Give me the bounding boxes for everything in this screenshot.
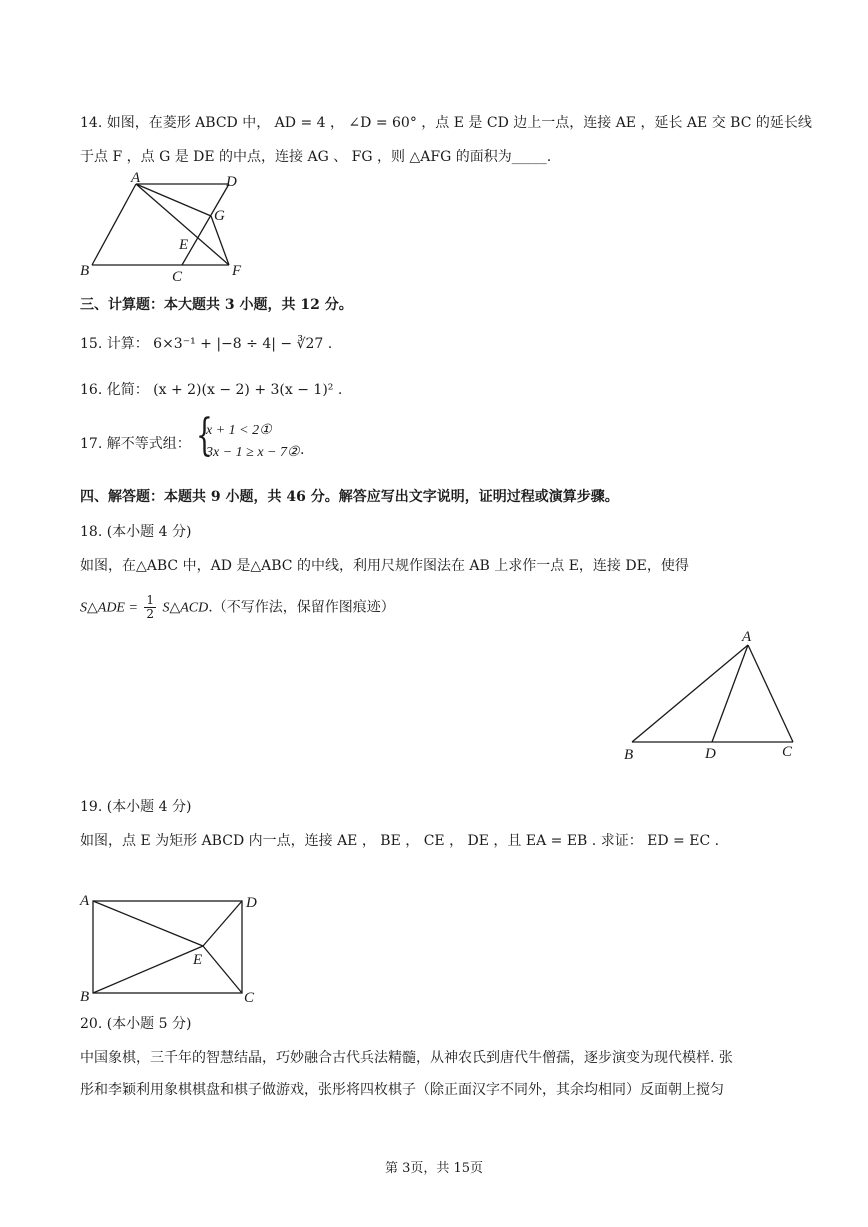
q14-label-d: D [226, 174, 237, 190]
section-4-heading: 四、解答题：本题共 9 小题，共 46 分。解答应写出文字说明，证明过程或演算步骤。 [80, 489, 619, 505]
q19-label-a: A [80, 893, 90, 909]
q17-brace: { [196, 410, 213, 461]
q17-row-1: x + 1 < 2① [206, 423, 272, 438]
section-3-heading: 三、计算题：本大题共 3 小题，共 12 分。 [80, 297, 353, 313]
q15: 15. 计算： 6×3⁻¹ + |−8 ÷ 4| − ∛27 . [80, 336, 333, 352]
q18-area-lhs: S△ADE = [80, 600, 138, 616]
q18-label-c: C [782, 744, 793, 760]
q18-area-rhs: S△ACD [162, 600, 209, 616]
q17-prefix: 17. 解不等式组： [80, 436, 191, 452]
q18-fraction [144, 594, 156, 621]
q18-label-a: A [742, 629, 752, 645]
q14-line-1: 14. 如图，在菱形 ABCD 中， AD = 4 ， ∠D = 60° ，点 E 是 CD 边上一点，连接 AE ，延长 AE 交 BC 的延长线 [80, 115, 812, 131]
q14-label-b: B [80, 263, 90, 279]
page-footer: 第 3页，共 15页 [384, 1161, 484, 1176]
q19-line-1: 如图，点 E 为矩形 ABCD 内一点，连接 AE ， BE ， CE ， DE ，且 EA = EB . 求证： ED = EC . [80, 833, 720, 849]
q19-label-e: E [193, 952, 203, 968]
q18-triangle-figure [618, 625, 818, 765]
q14-label-a: A [131, 172, 141, 186]
q20-line-1: 中国象棋，三千年的智慧结晶，巧妙融合古代兵法精髓，从神农氏到唐代牛僧孺，逐步演变为现代模样. 张 [80, 1050, 733, 1066]
q18-label-b: B [624, 747, 634, 763]
q18-note: .（不写作法，保留作图痕迹） [208, 599, 395, 616]
q19-rectangle-figure [74, 890, 274, 1005]
q18-line-1: 如图，在△ABC 中，AD 是△ABC 的中线，利用尺规作图法在 AB 上求作一点 E，连接 DE，使得 [80, 558, 689, 574]
q18-label-d: D [705, 746, 716, 762]
q20-header: 20. (本小题 5 分) [80, 1016, 192, 1032]
q17-suffix: . [300, 442, 305, 458]
q18-header: 18. (本小题 4 分) [80, 524, 192, 540]
q14-rhombus-figure [74, 172, 274, 282]
q14-label-g: G [214, 208, 225, 224]
q14-line-2: 于点 F ，点 G 是 DE 的中点，连接 AG 、 FG ，则 △AFG 的面积为_____. [80, 149, 552, 165]
q18-fraction-denominator: 2 [146, 607, 155, 621]
q19-label-c: C [244, 990, 255, 1005]
q18-line-2 [80, 594, 395, 621]
q20-line-2: 彤和李颖利用象棋棋盘和棋子做游戏，张彤将四枚棋子（除正面汉字不同外，其余均相同）反面朝上搅匀 [80, 1082, 724, 1098]
q18-fraction-numerator: 1 [146, 593, 155, 607]
q17-row-2: 3x − 1 ≥ x − 7② [206, 445, 300, 460]
q16: 16. 化简： (x + 2)(x − 2) + 3(x − 1)² . [80, 382, 343, 398]
q14-label-c: C [172, 269, 183, 282]
q19-header: 19. (本小题 4 分) [80, 799, 192, 815]
q19-label-b: B [80, 989, 90, 1005]
q14-label-f: F [232, 263, 242, 279]
q19-label-d: D [246, 895, 257, 911]
q14-label-e: E [179, 237, 189, 253]
